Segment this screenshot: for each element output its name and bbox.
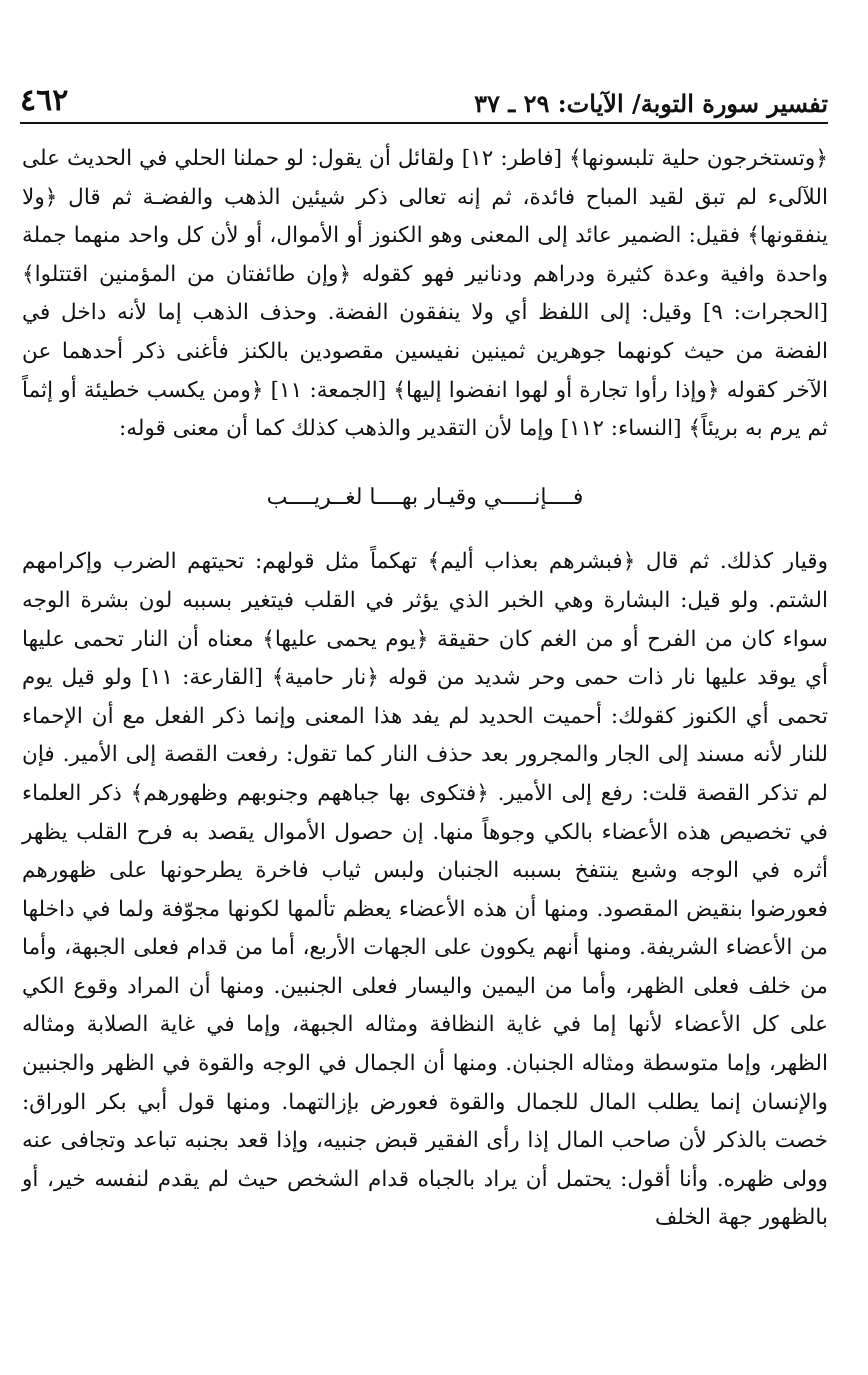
body-text: [22, 140, 828, 1238]
page-header: [20, 70, 828, 124]
paragraph: ﴿وتستخرجون حلية تلبسونها﴾ [فاطر: ١٢] ولقائل أن يقول: لو حملنا الحلي في الحديث على اللآلىء لم تبق لقيد المباح فائدة، ثم إنه تعالى ذكر شيئين الذهب والفضـة ثم قال ﴿ولا ينفقونها﴾ فقيل: الضمير عائد إلى المعنى وهو الكنوز أو الأموال، أو لأن كل واحد منهما جملة واحدة وافية وعدة كثيرة ودراهم ودنانير فهو كقوله ﴿وإن طائفتان من المؤمنين اقتتلوا﴾ [الحجرات: ٩] وقيل: إلى اللفظ أي ولا ينفقون الفضة. وحذف الذهب إما لأنه داخل في الفضة من حيث كونهما جوهرين ثمينين نفيسين مقصودين بالكنز فأغنى ذكر أحدهما عن الآخر كقوله ﴿وإذا رأوا تجارة أو لهوا انفضوا إليها﴾ [الجمعة: ١١] ﴿ومن يكسب خطيئة أو إثماً ثم يرم به بريئاً﴾ [النساء: ١١٢] وإما لأن التقدير والذهب كذلك كما أن معنى قوله:: [22, 146, 829, 442]
poetry-verse: فــــإنـــــي وقيـار بهــــا لغــريــــب: [266, 484, 584, 510]
paragraph: وقيار كذلك. ثم قال ﴿فبشرهم بعذاب أليم﴾ تهكماً مثل قولهم: تحيتهم الضرب وإكرامهم الشتم. ولو قيل: البشارة وهي الخبر الذي يؤثر في القلب فيتغير بسببه لون بشرة الوجه سواء كان من الفرح أو من الغم كان حقيقة ﴿يوم يحمى عليها﴾ معناه أن النار تحمى عليها أي يوقد عليها نار ذات حمى وحر شديد من قوله ﴿نار حامية﴾ [القارعة: ١١] ولو قيل يوم تحمى أي الكنوز كقولك: أحميت الحديد لم يفد هذا المعنى وإنما ذكر الفعل مع أن الإحماء للنار لأنه مسند إلى الجار والمجرور بعد حذف النار كما تقول: رفعت القصة إلى الأمير. فإن لم تذكر القصة قلت: رفع إلى الأمير. ﴿فتكوى بها جباههم وجنوبهم وظهورهم﴾ ذكر العلماء في تخصيص هذه الأعضاء بالكي وجوهاً منها. إن حصول الأموال يقصد به فرح القلب يظهر أثره في الوجه وشبع ينتفخ بسببه الجنبان ولبس ثياب فاخرة يطرحونها على ظهورهم فعورضوا بنقيض المقصود. ومنها أن هذه الأعضاء يعظم تألمها لكونها مجوّفة ولما في داخلها من الأعضاء الشريفة. ومنها أنهم يكوون على الجهات الأربع، أما من قدام فعلى الجبهة، وأما من خلف فعلى الظهر، وأما من اليمين واليسار فعلى الجنبين. ومنها أن المراد وقوع الكي على كل الأعضاء لأنها إما في غاية النظافة ومثاله الجبهة، وإما في غاية الصلابة ومثاله الظهر، وإما متوسطة ومثاله الجنبان. ومنها أن الجمال في الوجه والقوة في الظهر والجنبين والإنسان إنما يطلب المال للجمال والقوة فعورض بإزالتهما. ومنها قول أبي بكر الوراق: خصت بالذكر لأن صاحب المال إذا رأى الفقير قبض جنبيه، وإذا قعد بجنبه تباعد وتجافى عنه وولى ظهره. وأنا أقول: يحتمل أن يراد بالجباه قدام الشخص حيث لم يقدم لنفسه خير، أو بالظهور جهة الخلف: [22, 549, 829, 1231]
page-number: ٤٦٢: [20, 83, 69, 118]
running-title: تفسير سورة التوبة/ الآيات: ٢٩ ـ ٣٧: [474, 89, 828, 118]
